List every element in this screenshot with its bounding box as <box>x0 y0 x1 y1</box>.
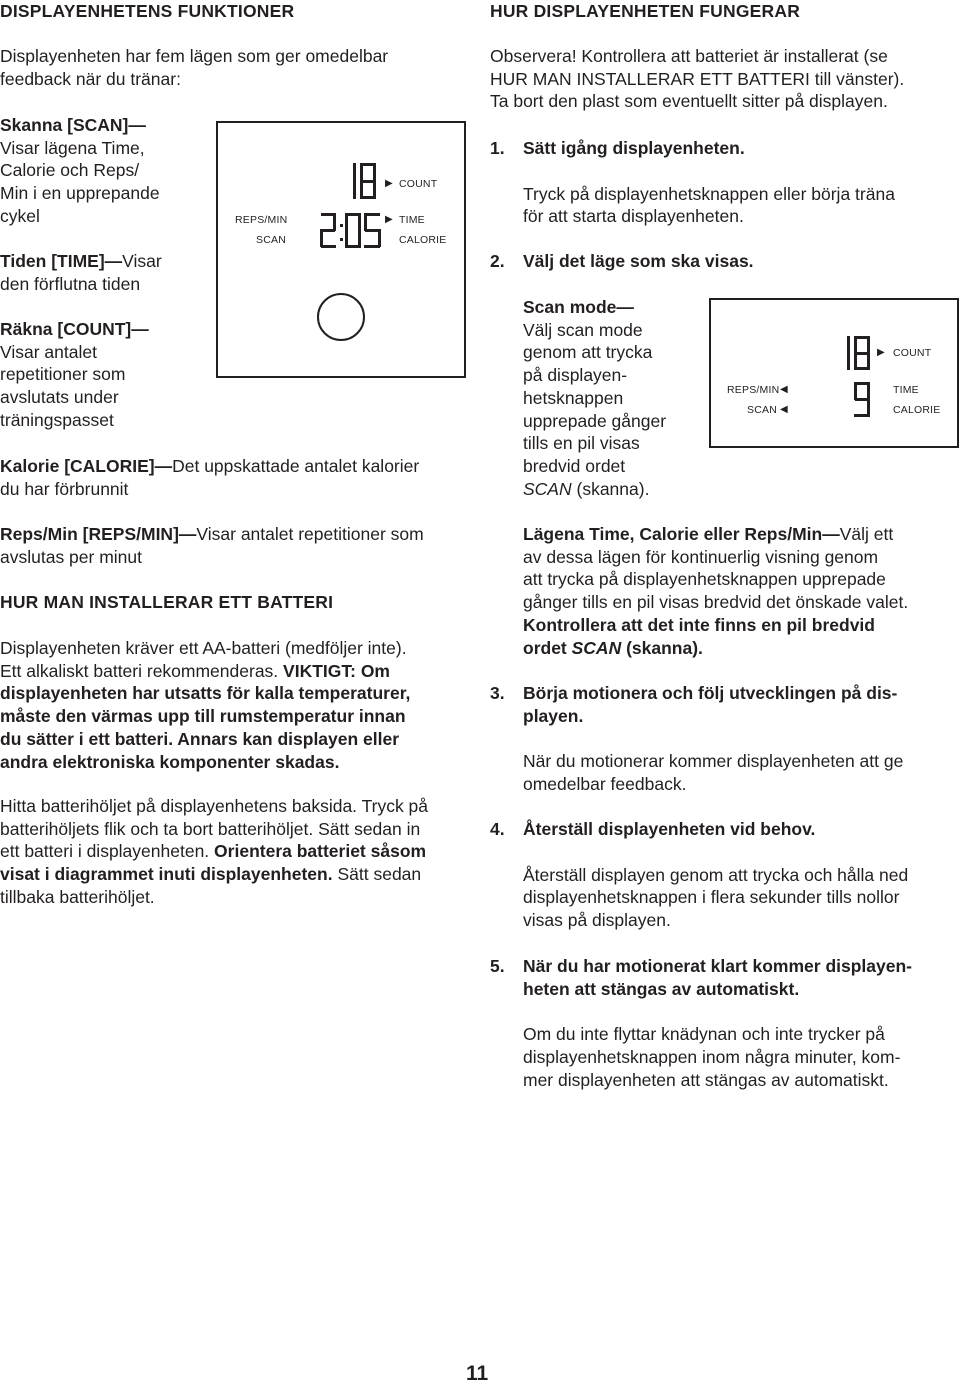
calorie-line: du har förbrunnit <box>0 478 129 499</box>
warning-line: måste den värmas upp till rumstemperatur innan <box>0 706 406 727</box>
battery-paragraph-1 <box>0 637 410 773</box>
step-5 <box>523 955 912 1092</box>
intro-line: feedback när du tränar: <box>0 68 181 89</box>
lcd-label-repsmin: REPS/MIN <box>727 384 780 396</box>
step-4 <box>523 818 908 932</box>
step-5-line: displayenhetsknappen inom några minuter, kom- <box>523 1047 901 1068</box>
battery-bold: visat i diagrammet inuti displayenheten. <box>0 864 333 885</box>
step-4-number: 4. <box>490 819 505 839</box>
scan-mode-line: upprepade gånger <box>523 410 667 431</box>
modes-line: att trycka på displayenhetsknappen upprepade <box>523 569 886 590</box>
warning-start: VIKTIGT: Om <box>283 660 390 681</box>
observe-paragraph <box>490 45 904 113</box>
step-3-title: Börja motionera och följ utvecklingen på dis- <box>523 683 898 703</box>
intro-line: Displayenheten har fem lägen som ger omedelbar <box>0 46 389 66</box>
step-4-line: Återställ displayen genom att trycka och hålla ned <box>523 864 909 885</box>
battery-line: batterihöljets flik och ta bort batterihöljet. Sätt sedan in <box>0 818 421 839</box>
step-1-number: 1. <box>490 138 505 158</box>
step-4-line: visas på displayen. <box>523 910 671 931</box>
count-description <box>0 318 149 432</box>
step-3-title: playen. <box>523 705 584 726</box>
lcd-label-count: COUNT <box>893 347 932 359</box>
step-2-number: 2. <box>490 251 505 271</box>
scan-description <box>0 114 160 228</box>
count-line: avslutats under <box>0 387 119 408</box>
scan-term: Skanna [SCAN]— <box>0 115 146 135</box>
step-3-line: omedelbar feedback. <box>523 774 687 795</box>
step-1 <box>523 137 895 228</box>
warning-line: andra elektroniska komponenter skadas. <box>0 751 340 772</box>
scan-line: cykel <box>0 205 40 226</box>
repsmin-term: Reps/Min [REPS/MIN]— <box>0 524 197 544</box>
scan-line: Min i en upprepande <box>0 183 160 204</box>
battery-line: Sätt sedan <box>337 864 422 885</box>
count-line: Visar antalet <box>0 341 97 362</box>
modes-description <box>523 523 908 659</box>
intro-paragraph <box>0 45 388 90</box>
count-line: repetitioner som <box>0 364 126 385</box>
repsmin-text: Visar antalet repetitioner som <box>196 524 424 544</box>
step-3 <box>523 682 903 796</box>
modes-warning: ordet <box>523 637 572 658</box>
count-arrow-icon: ▶ <box>877 347 885 358</box>
lcd-label-calorie: CALORIE <box>399 234 447 246</box>
scan-mode-term: Scan mode— <box>523 297 634 317</box>
lcd-label-calorie: CALORIE <box>893 404 941 416</box>
scan-line: Visar lägena Time, <box>0 137 145 158</box>
modes-line: gånger tills en pil visas bredvid det önskade valet. <box>523 592 909 613</box>
battery-bold: Orientera batteriet såsom <box>214 841 427 862</box>
lcd-label-count: COUNT <box>399 178 438 190</box>
modes-text: Välj ett <box>839 524 894 544</box>
modes-line: av dessa lägen för kontinuerlig visning genom <box>523 546 879 567</box>
lcd-label-scan: SCAN <box>747 404 777 416</box>
step-5-title: heten att stängas av automatiskt. <box>523 978 800 999</box>
section-heading-battery: HUR MAN INSTALLERAR ETT BATTERI <box>0 592 334 612</box>
battery-paragraph-2 <box>0 795 428 909</box>
battery-line: Hitta batterihöljet på displayenhetens baksida. Tryck på <box>0 796 429 816</box>
count-term: Räkna [COUNT]— <box>0 319 149 339</box>
battery-line: Ett alkaliskt batteri rekommenderas. <box>0 660 279 681</box>
scan-mode-word: SCAN <box>523 478 572 499</box>
modes-warning: (skanna). <box>621 637 703 658</box>
step-4-title: Återställ displayenheten vid behov. <box>523 819 816 839</box>
observe-line: Observera! Kontrollera att batteriet är installerat (se <box>490 46 888 66</box>
display-diagram <box>216 121 466 378</box>
step-1-title: Sätt igång displayenheten. <box>523 138 745 158</box>
observe-line: HUR MAN INSTALLERAR ETT BATTERI till vänster). <box>490 68 905 89</box>
step-5-title: När du har motionerat klart kommer displayen- <box>523 956 912 976</box>
calorie-term: Kalorie [CALORIE]— <box>0 456 173 476</box>
repsmin-line: avslutas per minut <box>0 546 143 567</box>
time-line: den förflutna tiden <box>0 273 141 294</box>
time-text: Visar <box>122 251 162 271</box>
count-arrow-icon: ▶ <box>385 178 393 189</box>
lcd-label-repsmin: REPS/MIN <box>235 214 288 226</box>
modes-warning: Kontrollera att det inte finns en pil bredvid <box>523 614 875 635</box>
time-arrow-icon: ▶ <box>385 214 393 225</box>
step-4-line: displayenhetsknappen i flera sekunder tills nollor <box>523 887 900 908</box>
step-1-line: Tryck på displayenhetsknappen eller börja träna <box>523 183 895 204</box>
scan-line: Calorie och Reps/ <box>0 160 140 181</box>
warning-line: displayenheten har utsatts för kalla temperaturer, <box>0 683 411 704</box>
step-5-line: mer displayenheten att stängas av automatiskt. <box>523 1069 889 1090</box>
page-number: 11 <box>466 1362 489 1385</box>
time-term: Tiden [TIME]— <box>0 251 123 271</box>
scan-mode-line: tills en pil visas <box>523 433 640 454</box>
section-heading-display-functions: DISPLAYENHETENS FUNKTIONER <box>0 1 295 21</box>
step-1-line: för att starta displayenheten. <box>523 206 744 227</box>
scan-mode-line: (skanna). <box>571 478 650 499</box>
scan-mode-line: hetsknappen <box>523 387 624 408</box>
display-button[interactable] <box>317 293 365 341</box>
observe-line: Ta bort den plast som eventuellt sitter på displayen. <box>490 91 888 112</box>
scan-mode-line: genom att trycka <box>523 342 653 363</box>
calorie-text: Det uppskattade antalet kalorier <box>172 456 420 476</box>
modes-term: Lägena Time, Calorie eller Reps/Min— <box>523 524 840 544</box>
step-3-number: 3. <box>490 683 505 703</box>
lcd-digits <box>318 160 388 252</box>
time-description <box>0 250 162 295</box>
step-2-title: Välj det läge som ska visas. <box>523 251 754 271</box>
lcd-label-scan: SCAN <box>256 234 286 246</box>
step-5-line: Om du inte flyttar knädynan och inte trycker på <box>523 1024 885 1045</box>
scan-mode-description <box>523 296 666 500</box>
step-3-line: När du motionerar kommer displayenheten att ge <box>523 751 904 772</box>
modes-warning-word: SCAN <box>571 637 622 658</box>
scan-mode-line: bredvid ordet <box>523 455 626 476</box>
scan-mode-line: Välj scan mode <box>523 319 643 340</box>
count-line: träningspasset <box>0 409 114 430</box>
battery-line: tillbaka batterihöljet. <box>0 886 155 907</box>
scan-arrow-icon: ◀ <box>780 404 788 415</box>
lcd-label-time: TIME <box>893 384 919 396</box>
section-heading-how-it-works: HUR DISPLAYENHETEN FUNGERAR <box>490 1 801 21</box>
battery-line: ett batteri i displayenheten. <box>0 841 210 862</box>
step-5-number: 5. <box>490 956 505 976</box>
scan-mode-line: på displayen- <box>523 365 628 386</box>
calorie-description <box>0 455 419 500</box>
repsmin-description <box>0 523 424 568</box>
repsmin-arrow-icon: ◀ <box>780 384 788 395</box>
warning-line: du sätter i ett batteri. Annars kan displayen eller <box>0 728 400 749</box>
battery-line: Displayenheten kräver ett AA-batteri (medföljer inte). <box>0 638 407 658</box>
scan-mode-display-diagram <box>709 298 959 448</box>
lcd-label-time: TIME <box>399 214 425 226</box>
